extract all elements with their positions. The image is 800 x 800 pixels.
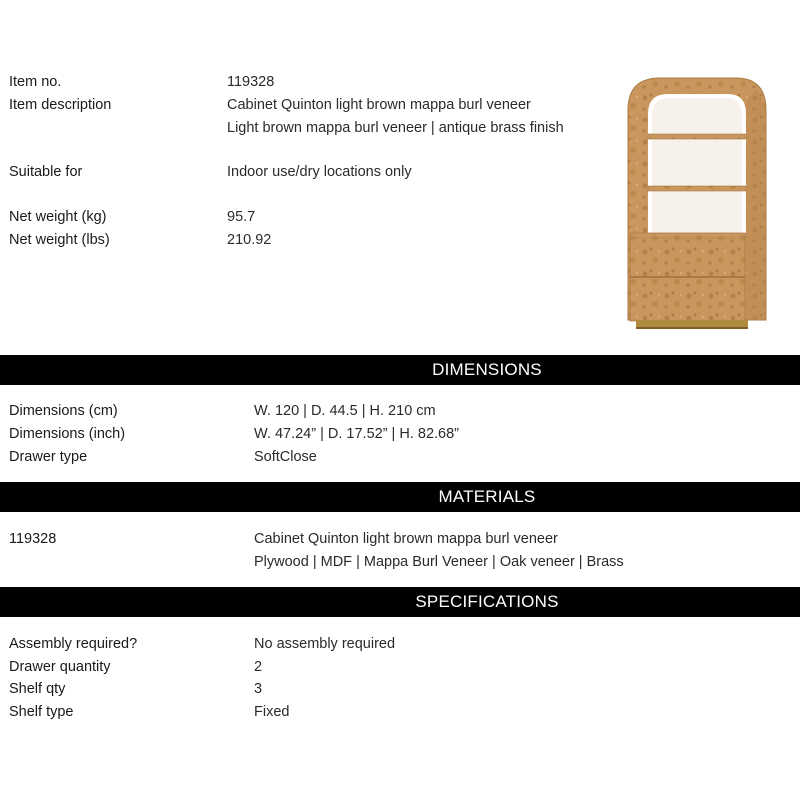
dimensions-cm-value: W. 120 | D. 44.5 | H. 210 cm xyxy=(254,403,436,419)
item-description-label: Item description xyxy=(9,97,112,113)
product-image xyxy=(618,70,778,340)
assembly-required-value: No assembly required xyxy=(254,636,396,652)
materials-line1: Cabinet Quinton light brown mappa burl veneer xyxy=(254,531,558,547)
dimensions-cm-label: Dimensions (cm) xyxy=(9,403,118,419)
drawer-quantity-label: Drawer quantity xyxy=(9,659,111,675)
net-weight-lbs-label: Net weight (lbs) xyxy=(9,232,110,248)
suitable-for-label: Suitable for xyxy=(9,164,83,180)
item-description-line1: Cabinet Quinton light brown mappa burl veneer xyxy=(227,97,531,113)
net-weight-lbs-value: 210.92 xyxy=(227,232,272,248)
net-weight-kg-label: Net weight (kg) xyxy=(9,209,107,225)
item-no-value: 119328 xyxy=(227,74,275,90)
shelf-type-value: Fixed xyxy=(254,704,290,720)
materials-title: MATERIALS xyxy=(438,487,536,506)
specifications-title: SPECIFICATIONS xyxy=(415,592,559,611)
shelf-qty-label: Shelf qty xyxy=(9,681,66,697)
dimensions-header xyxy=(0,355,800,385)
suitable-for-value: Indoor use/dry locations only xyxy=(227,164,412,180)
dimensions-inch-label: Dimensions (inch) xyxy=(9,426,126,442)
shelf-qty-value: 3 xyxy=(254,681,263,697)
specifications-header xyxy=(0,587,800,617)
item-description-line2: Light brown mappa burl veneer | antique brass finish xyxy=(227,120,564,136)
materials-header xyxy=(0,482,800,512)
dimensions-title: DIMENSIONS xyxy=(432,360,542,379)
drawer-type-value: SoftClose xyxy=(254,449,317,465)
assembly-required-label: Assembly required? xyxy=(9,636,138,652)
drawer-quantity-value: 2 xyxy=(254,659,263,675)
bookcase-cabinet-image xyxy=(618,70,778,340)
dimensions-inch-value: W. 47.24” | D. 17.52” | H. 82.68” xyxy=(254,426,459,442)
net-weight-kg-value: 95.7 xyxy=(227,209,256,225)
item-no-label: Item no. xyxy=(9,74,62,90)
materials-line2: Plywood | MDF | Mappa Burl Veneer | Oak veneer | Brass xyxy=(254,554,624,570)
materials-item-code: 119328 xyxy=(9,531,57,547)
shelf-type-label: Shelf type xyxy=(9,704,74,720)
drawer-type-label: Drawer type xyxy=(9,449,88,465)
